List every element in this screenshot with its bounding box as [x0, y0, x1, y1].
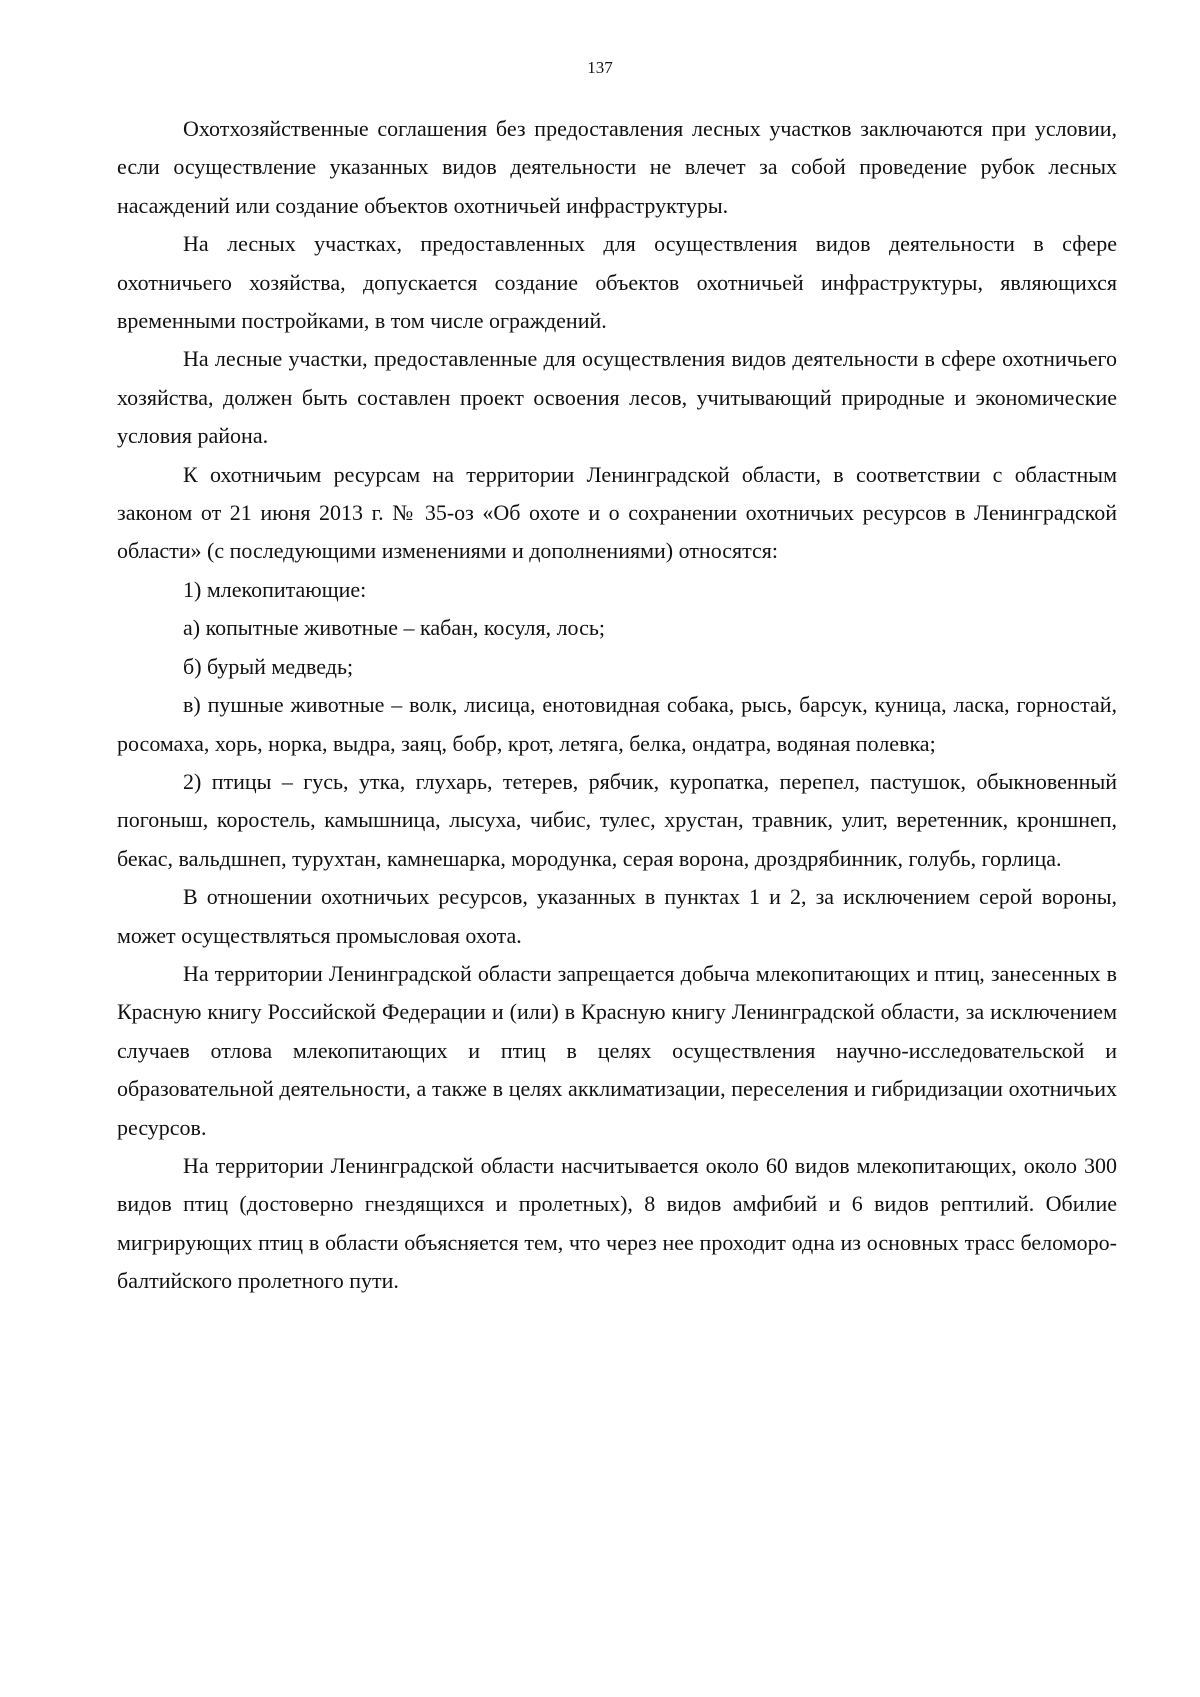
page-number: 137	[587, 58, 613, 77]
list-item-birds: 2) птицы – гусь, утка, глухарь, тетерев, рябчик, куропатка, перепел, пастушок, обыкновенный погоныш, коростель, камышница, лысуха, чибис, тулес, хрустан, травник, улит, веретенник, кроншнеп, бекас, вальдшнеп, турухтан, камнешарка, мородунка, серая ворона, дроздрябинник, голубь, горлица.	[117, 768, 1117, 871]
list-item-ungulates: а) копытные животные – кабан, косуля, лось;	[183, 615, 606, 641]
paragraph-forest-plan: На лесные участки, предоставленные для осуществления видов деятельности в сфере охотничьего хозяйства, должен быть составлен проект освоения лесов, учитывающий природные и экономические условия района.	[117, 346, 1117, 449]
list-item-mammals: 1) млекопитающие:	[183, 576, 367, 602]
document-body	[117, 110, 1117, 1301]
list-item-fur-animals: в) пушные животные – волк, лисица, енотовидная собака, рысь, барсук, куница, ласка, горностай, росомаха, хорь, норка, выдра, заяц, бобр, крот, летяга, белка, ондатра, водяная полевка;	[117, 692, 1117, 756]
paragraph-species-count: На территории Ленинградской области насчитывается около 60 видов млекопитающих, около 300 видов птиц (достоверно гнездящихся и пролетных), 8 видов амфибий и 6 видов рептилий. Обилие мигрирующих птиц в области объясняется тем, что через нее проходит одна из основных трасс беломоро-балтийского пролетного пути.	[117, 1152, 1117, 1294]
paragraph-hunting-agreements: Охотхозяйственные соглашения без предоставления лесных участков заключаются при условии, если осуществление указанных видов деятельности не влечет за собой проведение рубок лесных насаждений или создание объектов охотничьей инфраструктуры.	[117, 116, 1117, 218]
paragraph-infrastructure: На лесных участках, предоставленных для осуществления видов деятельности в сфере охотничьего хозяйства, допускается создание объектов охотничьей инфраструктуры, являющихся временными постройками, в том числе ограждений.	[117, 231, 1117, 334]
paragraph-hunting-resources-intro: К охотничьим ресурсам на территории Ленинградской области, в соответствии с областным законом от 21 июня 2013 г. № 35-оз «Об охоте и о сохранении охотничьих ресурсов в Ленинградской области» (с последующими изменениями и дополнениями) относятся:	[117, 461, 1117, 564]
paragraph-red-book: На территории Ленинградской области запрещается добыча млекопитающих и птиц, занесенных в Красную книгу Российской Федерации и (или) в Красную книгу Ленинградской области, за исключением случаев отлова млекопитающих и птиц в целях осуществления научно-исследовательской и образовательной деятельности, а также в целях акклиматизации, переселения и гибридизации охотничьих ресурсов.	[117, 960, 1117, 1140]
paragraph-commercial-hunting: В отношении охотничьих ресурсов, указанных в пунктах 1 и 2, за исключением серой вороны, может осуществляться промысловая охота.	[117, 884, 1117, 948]
list-item-brown-bear: б) бурый медведь;	[183, 653, 354, 679]
